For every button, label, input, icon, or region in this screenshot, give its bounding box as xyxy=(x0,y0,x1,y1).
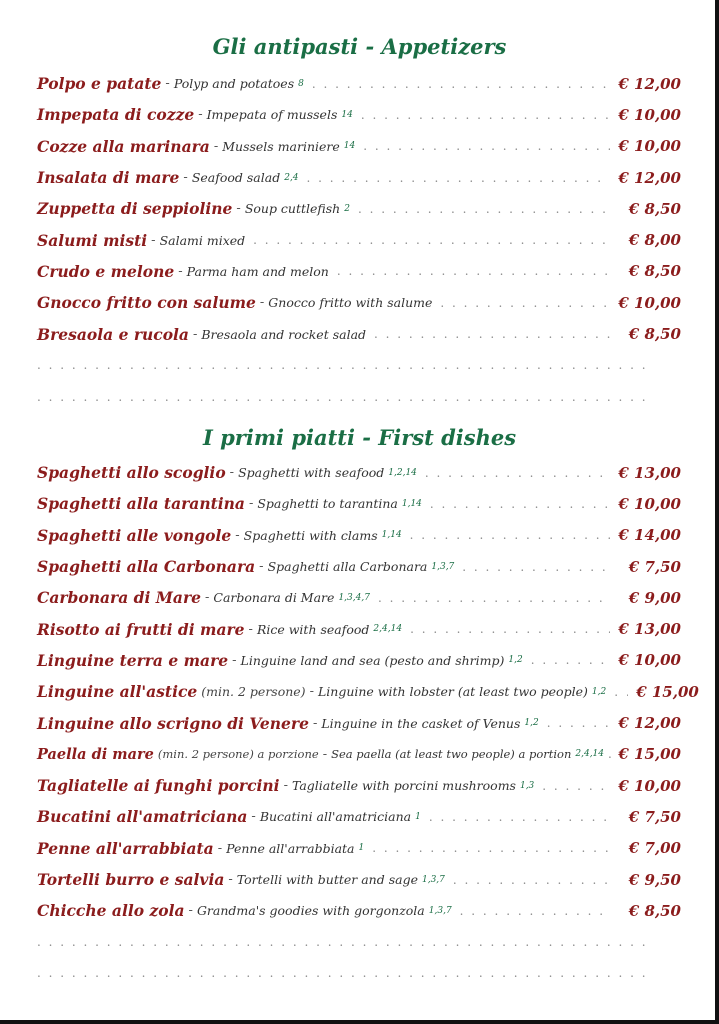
menu-item xyxy=(37,318,681,349)
item-name: Polpo e patate xyxy=(37,74,162,94)
item-allergens: 1,2 xyxy=(524,718,539,729)
item-description: Tagliatelle with porcini mushrooms xyxy=(291,778,516,794)
separator: - xyxy=(192,326,198,342)
item-name: Linguine terra e mare xyxy=(37,650,229,670)
separator: - xyxy=(248,621,253,637)
menu-item xyxy=(37,645,681,676)
dot-leader xyxy=(462,560,611,574)
blank-dotted-line xyxy=(37,926,647,957)
item-price: € 14,00 xyxy=(618,526,681,545)
separator: - xyxy=(309,684,314,700)
item-price: € 12,00 xyxy=(618,714,681,733)
item-price: € 10,00 xyxy=(618,293,681,312)
menu-item xyxy=(37,613,681,644)
separator: - xyxy=(198,107,203,123)
dot-leader xyxy=(410,622,610,636)
item-price: € 10,00 xyxy=(618,137,681,156)
dot-leader xyxy=(614,685,628,699)
menu-item xyxy=(37,582,681,613)
dot-leader xyxy=(372,841,611,855)
item-price: € 15,00 xyxy=(636,682,699,701)
item-name: Zuppetta di seppioline xyxy=(37,199,233,219)
item-allergens: 14 xyxy=(343,141,356,152)
dot-leader xyxy=(440,296,610,310)
item-name: Impepata di cozze xyxy=(37,105,195,125)
blank-dotted-line xyxy=(37,958,647,989)
separator: - xyxy=(229,465,235,481)
menu-item xyxy=(37,224,681,255)
menu-item xyxy=(37,99,681,130)
item-price: € 12,00 xyxy=(618,74,681,93)
item-price: € 8,50 xyxy=(628,199,681,218)
dot-leader xyxy=(531,653,611,667)
separator: - xyxy=(183,170,188,186)
item-allergens: 1,3,7 xyxy=(431,561,455,572)
item-allergens: 1,3 xyxy=(519,780,535,791)
separator: - xyxy=(283,778,288,794)
separator: - xyxy=(188,903,193,919)
dot-leader xyxy=(547,716,611,730)
item-description: Carbonara di Mare xyxy=(213,590,335,606)
item-price: € 7,00 xyxy=(628,839,681,858)
item-description: Spaghetti with clams xyxy=(243,527,378,543)
item-allergens: 1,3,4,7 xyxy=(338,592,370,603)
item-price: € 9,00 xyxy=(628,588,681,607)
item-price: € 10,00 xyxy=(618,105,681,124)
item-price: € 10,00 xyxy=(618,776,681,795)
item-note: (min. 2 persone) xyxy=(201,684,306,700)
item-name: Salumi misti xyxy=(37,230,148,250)
item-description: Parma ham and melon xyxy=(186,263,329,279)
item-name: Paella di mare xyxy=(37,745,154,763)
dot-leader xyxy=(307,171,611,185)
separator: - xyxy=(213,138,219,154)
separator: - xyxy=(248,496,254,512)
item-description: Linguine land and sea (pesto and shrimp) xyxy=(240,652,505,668)
separator: - xyxy=(322,746,328,762)
dot-leader xyxy=(460,904,611,918)
menu-item xyxy=(37,162,681,193)
dot-leader xyxy=(429,810,611,824)
dot-leader xyxy=(608,747,614,761)
item-allergens: 2,4,14 xyxy=(373,624,403,635)
blank-dotted-line xyxy=(37,350,647,381)
item-price: € 7,50 xyxy=(628,807,681,826)
item-price: € 8,50 xyxy=(628,901,681,920)
item-name: Crudo e melone xyxy=(37,261,175,281)
dot-leader xyxy=(337,264,611,278)
item-description: Linguine in the casket of Venus xyxy=(321,715,521,731)
item-name: Linguine allo scrigno di Venere xyxy=(37,713,309,733)
separator: - xyxy=(205,590,210,606)
item-price: € 13,00 xyxy=(618,620,681,639)
item-name: Insalata di mare xyxy=(37,168,180,188)
separator: - xyxy=(165,76,170,92)
section-title-appetizers: Gli antipasti - Appetizers xyxy=(212,34,507,59)
item-description: Bucatini all'amatriciana xyxy=(259,809,412,825)
separator: - xyxy=(178,263,183,279)
menu-item xyxy=(37,488,681,519)
item-description: Spaghetti with seafood xyxy=(238,465,385,481)
item-description: Mussels mariniere xyxy=(222,138,340,154)
dot-leader xyxy=(425,466,610,480)
dot-leader xyxy=(430,497,610,511)
item-allergens: 14 xyxy=(341,109,353,120)
item-name: Spaghetti alla tarantina xyxy=(37,494,245,514)
item-price: € 10,00 xyxy=(618,494,681,513)
item-price: € 10,00 xyxy=(618,651,681,670)
item-description: Bresaola and rocket salad xyxy=(201,326,367,342)
menu-item xyxy=(37,739,681,770)
item-price: € 7,50 xyxy=(628,557,681,576)
item-price: € 15,00 xyxy=(618,745,681,764)
item-description: Impepata of mussels xyxy=(206,107,338,123)
item-allergens: 1 xyxy=(358,843,365,854)
dot-leader xyxy=(453,873,611,887)
separator: - xyxy=(235,527,240,543)
menu-item xyxy=(37,833,681,864)
dot-leader xyxy=(253,233,611,247)
item-allergens: 1,14 xyxy=(381,530,402,541)
menu-item xyxy=(37,68,681,99)
item-allergens: 8 xyxy=(298,78,304,89)
separator: - xyxy=(259,295,265,311)
item-name: Penne all'arrabbiata xyxy=(37,838,214,858)
item-allergens: 1,2 xyxy=(508,655,523,666)
menu-item xyxy=(37,287,681,318)
menu-item xyxy=(37,256,681,287)
menu-item xyxy=(37,551,681,582)
menu-item xyxy=(37,193,681,224)
separator: - xyxy=(259,559,264,575)
item-description: Rice with seafood xyxy=(256,621,370,637)
dot-leader xyxy=(358,202,611,216)
separator: - xyxy=(217,840,223,856)
dot-leader xyxy=(378,591,611,605)
item-name: Spaghetti allo scoglio xyxy=(37,463,226,483)
menu-item xyxy=(37,801,681,832)
item-name: Chicche allo zola xyxy=(37,901,185,921)
item-allergens: 1,2,14 xyxy=(388,467,417,478)
item-description: Polyp and potatoes xyxy=(173,76,295,92)
item-description: Sea paella (at least two people) a portion xyxy=(331,747,572,762)
item-name: Cozze alla marinara xyxy=(37,136,210,156)
section-title-first-dishes: I primi piatti - First dishes xyxy=(202,425,517,450)
dot-leader xyxy=(374,327,611,341)
item-description: Spaghetti to tarantina xyxy=(257,496,398,512)
menu-item xyxy=(37,895,681,926)
item-name: Spaghetti alla Carbonara xyxy=(37,557,256,577)
item-name: Bucatini all'amatriciana xyxy=(37,807,248,827)
item-allergens: 1,14 xyxy=(401,498,422,509)
menu-item xyxy=(37,676,699,707)
item-price: € 13,00 xyxy=(618,463,681,482)
item-allergens: 2,4 xyxy=(284,172,299,183)
menu-item xyxy=(37,770,681,801)
first-dishes-list xyxy=(37,457,699,989)
separator: - xyxy=(228,872,233,887)
item-price: € 12,00 xyxy=(618,168,681,187)
separator: - xyxy=(236,201,241,217)
item-description: Soup cuttlefish xyxy=(244,201,341,217)
item-price: € 8,00 xyxy=(628,231,681,250)
item-name: Spaghetti alle vongole xyxy=(37,525,232,545)
item-description: Penne all'arrabbiata xyxy=(226,840,355,856)
separator: - xyxy=(232,652,237,668)
item-description: Linguine with lobster (at least two people) xyxy=(317,684,588,700)
dot-leader xyxy=(363,139,610,153)
dot-leader xyxy=(410,528,611,542)
item-allergens: 1 xyxy=(415,811,421,822)
separator: - xyxy=(251,809,256,825)
item-allergens: 1,2 xyxy=(591,686,607,697)
item-price: € 8,50 xyxy=(628,325,681,344)
blank-dotted-line xyxy=(37,381,647,412)
item-name: Carbonara di Mare xyxy=(37,588,201,608)
dot-leader xyxy=(312,77,611,91)
menu-item xyxy=(37,457,681,488)
item-note: (min. 2 persone) a porzione xyxy=(157,747,319,762)
item-price: € 9,50 xyxy=(628,870,681,889)
item-description: Gnocco fritto with salume xyxy=(268,295,433,311)
dot-leader xyxy=(361,108,611,122)
item-description: Spaghetti alla Carbonara xyxy=(267,559,428,575)
item-description: Grandma's goodies with gorgonzola xyxy=(196,903,425,919)
dot-leader xyxy=(542,779,610,793)
item-allergens: 1,3,7 xyxy=(421,874,445,885)
item-name: Tagliatelle ai funghi porcini xyxy=(37,776,280,796)
item-name: Bresaola e rucola xyxy=(37,324,189,344)
item-name: Risotto ai frutti di mare xyxy=(37,619,245,639)
item-description: Seafood salad xyxy=(191,170,281,186)
item-price: € 8,50 xyxy=(628,262,681,281)
separator: - xyxy=(151,232,156,248)
item-description: Salami mixed xyxy=(159,232,246,248)
menu-item xyxy=(37,520,681,551)
item-description: Tortelli with butter and sage xyxy=(236,872,418,887)
item-allergens: 1,3,7 xyxy=(428,905,452,916)
separator: - xyxy=(312,715,318,731)
menu-item xyxy=(37,707,681,738)
menu-item xyxy=(37,864,681,895)
item-allergens: 2,4,14 xyxy=(575,749,605,760)
item-allergens: 2 xyxy=(344,203,350,214)
menu-item xyxy=(37,131,681,162)
item-name: Linguine all'astice xyxy=(37,682,198,702)
item-name: Gnocco fritto con salume xyxy=(37,293,256,313)
appetizers-list xyxy=(37,68,681,412)
item-name: Tortelli burro e salvia xyxy=(37,870,225,889)
